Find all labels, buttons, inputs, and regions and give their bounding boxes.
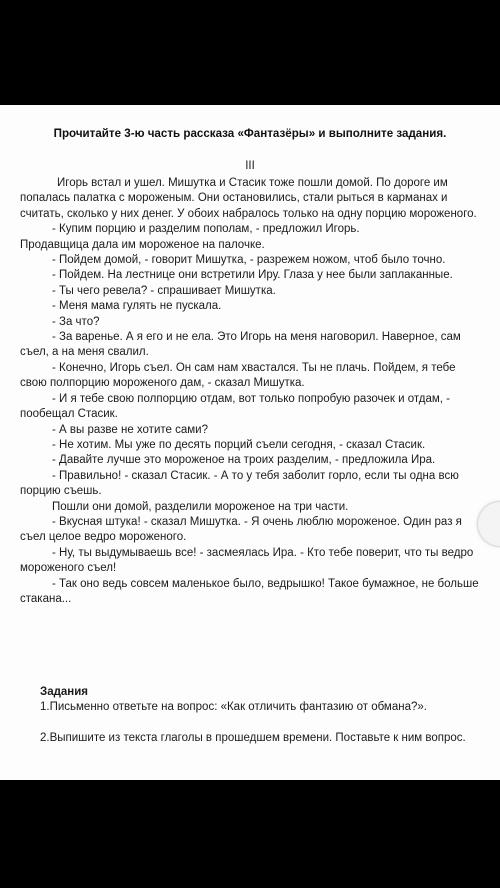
paragraph: - Правильно! - сказал Стасик. - А то у тебя заболит горло, если ты одна всю порцию съешь.: [20, 469, 459, 498]
paragraph: - За что?: [52, 315, 100, 328]
paragraph: - Вкусная штука! - сказал Мишутка. - Я очень люблю мороженое. Один раз я съел целое ведро мороженого.: [20, 515, 462, 544]
paragraph: Игорь встал и ушел. Мишутка и Стасик тоже пошли домой. По дороге им попалась палатка с мороженым. Они остановились, стали рыться в карманах и считать, сколько у них денег. У обоих набралось только на одну порцию мороженого.: [20, 177, 477, 220]
document-page: [0, 105, 500, 780]
story-text: [20, 176, 482, 607]
paragraph: - И я тебе свою полпорцию отдам, вот только попробую разочек и отдам, - пообещал Стасик.: [20, 392, 450, 421]
paragraph: Пошли они домой, разделили мороженое на три части.: [52, 500, 349, 513]
part-number: III: [245, 160, 255, 172]
tasks-section: [20, 685, 482, 746]
paragraph: - Не хотим. Мы уже по десять порций съели сегодня, - сказал Стасик.: [52, 438, 426, 451]
paragraph: - А вы разве не хотите сами?: [52, 423, 208, 436]
task-item: 1.Письменно ответьте на вопрос: «Как отличить фантазию от обмана?».: [40, 701, 427, 714]
paragraph: - Меня мама гулять не пускала.: [52, 300, 222, 313]
paragraph: Продавщица дала им мороженое на палочке.: [20, 238, 265, 251]
paragraph: - Так оно ведь совсем маленькое было, ведрышко! Такое бумажное, не больше стакана...: [20, 577, 479, 605]
paragraph: - Пойдем домой, - говорит Мишутка, - разрежем ножом, чтоб было точно.: [52, 254, 446, 267]
paragraph: - Купим порцию и разделим пополам, - предложил Игорь.: [52, 223, 360, 236]
paragraph: - Ну, ты выдумываешь все! - засмеялась Ира. - Кто тебе поверит, что ты ведро мороженого съел!: [20, 546, 474, 575]
paragraph: - За варенье. А я его и не ела. Это Игорь на меня наговорил. Наверное, сам съел, а на меня свалил.: [20, 331, 461, 359]
task-item: 2.Выпишите из текста глаголы в прошедшем времени. Поставьте к ним вопрос.: [40, 731, 466, 744]
paragraph: - Конечно, Игорь съел. Он сам нам хвастался. Ты не плачь. Пойдем, я тебе свою полпорцию мороженого дам, - сказал Мишутка.: [20, 361, 456, 390]
paragraph: - Ты чего ревела? - спрашивает Мишутка.: [52, 284, 276, 297]
tasks-heading: Задания: [40, 686, 89, 698]
paragraph: - Давайте лучше это мороженое на троих разделим, - предложила Ира.: [52, 454, 436, 467]
page-title: Прочитайте 3-ю часть рассказа «Фантазёры» и выполните задания.: [53, 127, 447, 140]
paragraph: - Пойдем. На лестнице они встретили Иру. Глаза у нее были заплаканные.: [52, 269, 453, 282]
